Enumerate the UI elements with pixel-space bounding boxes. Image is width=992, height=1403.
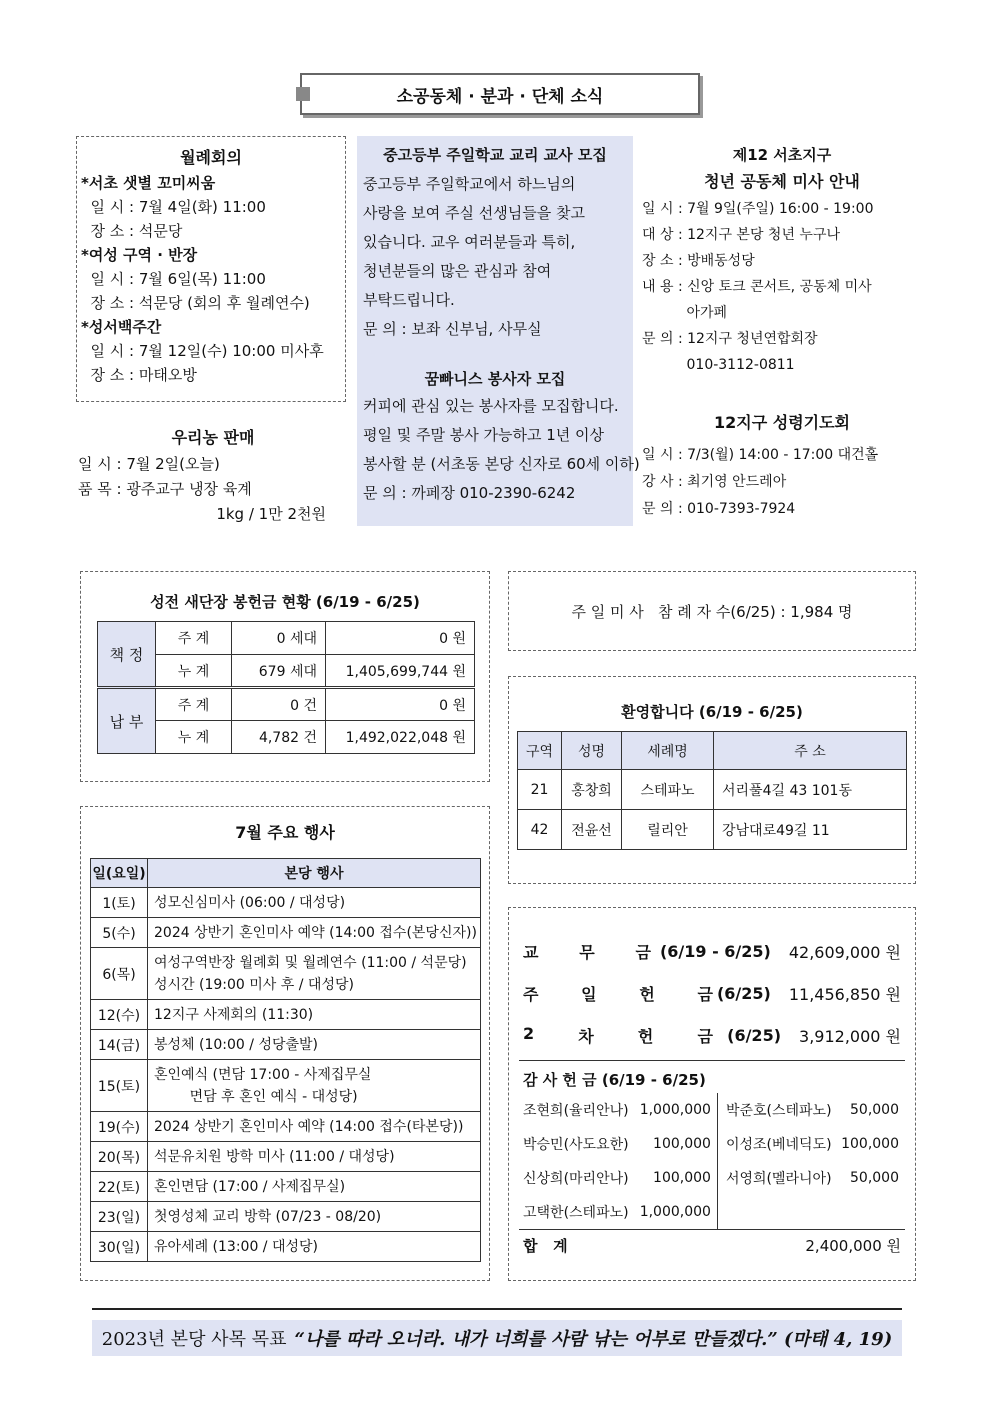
thanks-entry [519,1161,717,1195]
finance-label-char: 헌 [639,984,655,1004]
finance-box [508,907,916,1281]
thanks-amount: 100,000 [653,1170,711,1186]
thanks-entry [722,1127,905,1161]
finance-label [523,1024,713,1047]
attendance-label: 주 일 미 사 참 례 자 수(6/25) : 1,984 명 [571,602,853,621]
donation-amount: 0 원 [326,688,475,721]
volunteer-recruit-line: 봉사할 분 (서초동 본당 신자로 60세 이하) [363,455,640,473]
monthly-meeting-line: *서초 샛별 꼬미씨움 [81,174,216,192]
events-row [91,888,481,918]
finance-label [523,940,651,963]
thanks-name: 서영희(멜라니아) [725,1171,832,1187]
thanks-name: 박승민(사도요한) [523,1137,629,1153]
events-text: 혼인면담 (17:00 / 사제집무실) [148,1172,481,1202]
events-text: 봉성체 (10:00 / 성당출발) [148,1030,481,1060]
youth-mass-box [642,142,922,378]
donation-count: 0 건 [232,688,326,721]
monthly-meeting-lines [81,171,341,387]
youth-mass-line: 문 의 : 12지구 청년연합회장 [642,331,818,347]
welcome-title: 환영합니다 (6/19 - 6/25) [621,703,803,721]
welcome-row [518,810,907,850]
finance-label-char: 무 [579,942,595,962]
thanks-right-column [718,1093,905,1229]
welcome-header-cell: 세례명 [622,732,714,770]
events-day: 22(토) [91,1172,148,1202]
finance-label-char: 일 [581,984,597,1004]
finance-label-char: 헌 [637,1026,654,1046]
donation-table [97,621,475,754]
thanks-entry [722,1093,905,1127]
welcome-cell: 서리풀4길 43 101동 [714,770,907,810]
events-day: 14(금) [91,1030,148,1060]
finance-label [523,982,713,1005]
thanks-entry [519,1093,717,1127]
events-row [91,1030,481,1060]
thanks-total-label: 합 계 [523,1237,568,1255]
welcome-cell: 강남대로49길 11 [714,810,907,850]
events-row [91,1112,481,1142]
welcome-cell: 전윤선 [562,810,622,850]
monthly-meeting-line: 장 소 : 마태오방 [81,366,197,384]
youth-mass-title1: 제12 서초지구 [732,146,832,164]
thanks-amount: 1,000,000 [639,1204,711,1220]
finance-amount: 3,912,000 원 [799,1026,901,1046]
youth-mass-line: 010-3112-0811 [642,357,795,373]
donation-row [98,622,475,655]
teacher-recruit-line: 있습니다. 교우 여러분들과 특히, [363,233,576,251]
thanks-title: 감 사 헌 금 (6/19 - 6/25) [523,1071,706,1089]
donation-row-label: 누 계 [156,655,232,688]
events-text: 첫영성체 교리 방학 (07/23 - 08/20) [148,1202,481,1232]
donation-amount: 1,492,022,048 원 [326,721,475,754]
events-text: 12지구 사제회의 (11:30) [148,1000,481,1030]
volunteer-recruit-lines [363,392,640,508]
youth-mass-title2: 청년 공동체 미사 안내 [704,172,860,191]
farm-sale-box [78,424,348,527]
thanks-amount: 1,000,000 [639,1102,711,1118]
events-text: 성모신심미사 (06:00 / 대성당) [148,888,481,918]
teacher-recruit-title: 중고등부 주일학교 교리 교사 모집 [383,146,607,164]
thanks-name: 신상희(마리안나) [523,1171,629,1187]
finance-label-char: 금 [635,942,651,962]
youth-mass-line: 내 용 : 신앙 토크 콘서트, 공동체 미사 [642,279,872,295]
thanks-section [519,1060,905,1262]
donation-group-label: 책 정 [98,622,156,688]
finance-label-char: 교 [523,942,539,962]
events-day: 6(목) [91,948,148,1000]
farm-sale-title: 우리농 판매 [171,428,255,447]
teacher-recruit-line: 문 의 : 보좌 신부님, 사무실 [363,320,542,338]
donation-count: 4,782 건 [232,721,326,754]
welcome-cell: 홍창희 [562,770,622,810]
welcome-cell: 42 [518,810,562,850]
finance-row [519,972,905,1014]
finance-summary [519,930,905,1056]
donation-count: 679 세대 [232,655,326,688]
recruit-panel [357,136,640,526]
youth-mass-line: 대 상 : 12지구 본당 청년 누구나 [642,227,840,243]
thanks-left-column [519,1093,718,1229]
prayer-meeting-lines [642,442,922,523]
finance-label-char: 금 [697,984,713,1004]
monthly-meeting-line: 장 소 : 석문당 (회의 후 월례연수) [81,294,310,312]
finance-amount: 42,609,000 원 [788,942,901,962]
donation-title: 성전 새단장 봉헌금 현황 (6/19 - 6/25) [150,593,420,611]
events-row [91,1172,481,1202]
finance-period: (6/25) [727,1025,782,1045]
july-events-box [80,806,490,1281]
donation-row-label: 누 계 [156,721,232,754]
prayer-meeting-line: 강 사 : 최기영 안드레아 [642,474,787,490]
finance-amount: 11,456,850 원 [788,984,901,1004]
events-day: 30(일) [91,1232,148,1262]
events-day: 23(일) [91,1202,148,1232]
thanks-entry [519,1195,717,1229]
youth-mass-lines [642,196,922,378]
prayer-meeting-line: 문 의 : 010-7393-7924 [642,501,796,517]
july-events-table [90,858,481,1262]
teacher-recruit-lines [363,170,627,344]
teacher-recruit-line: 사랑을 보여 주실 선생님들을 찾고 [363,204,585,222]
events-text: 석문유치원 방학 미사 (11:00 / 대성당) [148,1142,481,1172]
thanks-name: 고택한(스테파노) [523,1205,629,1221]
events-day: 5(수) [91,918,148,948]
donation-amount: 0 원 [326,622,475,655]
events-day: 12(수) [91,1000,148,1030]
events-header-cell: 일(요일) [91,859,148,888]
events-row [91,1060,481,1112]
thanks-grid [519,1093,905,1229]
thanks-amount: 100,000 [841,1136,899,1152]
thanks-amount: 100,000 [653,1136,711,1152]
volunteer-recruit-line: 문 의 : 까페장 010-2390-6242 [363,484,576,502]
attendance-box [508,571,916,651]
donation-row-label: 주 계 [156,622,232,655]
youth-mass-line: 일 시 : 7월 9일(주일) 16:00 - 19:00 [642,201,874,217]
events-text: 2024 상반기 혼인미사 예약 (14:00 접수(본당신자)) [148,918,481,948]
monthly-meeting-line: 장 소 : 석문당 [81,222,183,240]
events-day: 1(토) [91,888,148,918]
finance-row [519,1014,905,1056]
monthly-meeting-line: *성서백주간 [81,318,162,336]
events-row [91,918,481,948]
farm-sale-line: 일 시 : 7월 2일(오늘) [78,455,220,473]
welcome-table [517,731,907,850]
finance-label-char: 주 [523,984,539,1004]
thanks-entry [519,1127,717,1161]
donation-group-label: 납 부 [98,688,156,754]
monthly-meeting-title: 월례회의 [180,148,242,167]
events-row [91,1142,481,1172]
events-day: 19(수) [91,1112,148,1142]
volunteer-recruit-line: 커피에 관심 있는 봉사자를 모집합니다. [363,397,619,415]
finance-label-char: 금 [697,1026,713,1046]
farm-sale-price: 1kg / 1만 2천원 [216,505,326,523]
thanks-amount: 50,000 [850,1102,899,1118]
thanks-total-amount: 2,400,000 원 [805,1237,901,1255]
footer-motto: “나를 따라 오너라. 내가 너희를 사람 낚는 어부로 만들겠다.” (마태 4, 19) [294,1329,893,1350]
welcome-cell: 스테파노 [622,770,714,810]
square-bullet-icon [296,87,310,101]
events-header-cell: 본당 행사 [148,859,481,888]
youth-mass-line: 아가페 [642,305,728,321]
section-title-box [300,73,700,115]
finance-period: (6/25) [716,983,771,1003]
footer-rule [92,1308,902,1310]
teacher-recruit-line: 부탁드립니다. [363,291,455,309]
youth-mass-line: 장 소 : 방배동성당 [642,253,755,269]
events-day: 20(목) [91,1142,148,1172]
welcome-cell: 21 [518,770,562,810]
events-text: 유아세례 (13:00 / 대성당) [148,1232,481,1262]
finance-label-char: 차 [578,1026,594,1046]
finance-period: (6/19 - 6/25) [659,941,771,961]
footer-motto-bar [92,1320,902,1356]
welcome-header-cell: 성명 [562,732,622,770]
thanks-entry [722,1161,905,1195]
prayer-meeting-title: 12지구 성령기도회 [713,413,851,432]
monthly-meeting-line: 일 시 : 7월 6일(목) 11:00 [81,270,266,288]
welcome-header-cell: 구역 [518,732,562,770]
monthly-meeting-line: 일 시 : 7월 4일(화) 11:00 [81,198,266,216]
volunteer-recruit-title: 꿈빠니스 봉사자 모집 [424,370,566,388]
thanks-name: 박준호(스테파노) [725,1103,832,1119]
teacher-recruit-line: 청년분들의 많은 관심과 참여 [363,262,552,280]
thanks-name: 조현희(율리안나) [523,1103,629,1119]
events-text: 2024 상반기 혼인미사 예약 (14:00 접수(타본당)) [148,1112,481,1142]
monthly-meeting-box [76,136,346,402]
thanks-total-row [519,1229,905,1262]
july-events-title: 7월 주요 행사 [235,823,335,842]
volunteer-recruit-line: 평일 및 주말 봉사 가능하고 1년 이상 [363,426,605,444]
events-text: 여성구역반장 월례회 및 월례연수 (11:00 / 석문당) 성시간 (19:00 미사 후 / 대성당) [148,948,481,1000]
finance-row [519,930,905,972]
welcome-cell: 릴리안 [622,810,714,850]
donation-row-label: 주 계 [156,688,232,721]
welcome-row [518,770,907,810]
events-row [91,948,481,1000]
events-row [91,1232,481,1262]
welcome-box [508,676,916,884]
donation-amount: 1,405,699,744 원 [326,655,475,688]
donation-count: 0 세대 [232,622,326,655]
thanks-name: 이성조(베네딕도) [725,1137,832,1153]
events-row [91,1202,481,1232]
welcome-header-cell: 주 소 [714,732,907,770]
footer-prefix: 2023년 본당 사목 목표 [101,1329,287,1350]
finance-label-char: 2 [523,1023,535,1043]
events-day: 15(토) [91,1060,148,1112]
monthly-meeting-line: 일 시 : 7월 12일(수) 10:00 미사후 [81,342,324,360]
donation-row [98,688,475,721]
events-text: 혼인예식 (면담 17:00 - 사제집무실 면담 후 혼인 예식 - 대성당) [148,1060,481,1112]
donation-box [80,571,490,782]
prayer-meeting-line: 일 시 : 7/3(월) 14:00 - 17:00 대건홀 [642,447,879,463]
events-row [91,1000,481,1030]
prayer-meeting-box [642,410,922,523]
thanks-amount: 50,000 [850,1170,899,1186]
teacher-recruit-line: 중고등부 주일학교에서 하느님의 [363,175,576,193]
farm-sale-line: 품 목 : 광주교구 냉장 육계 [78,480,252,498]
monthly-meeting-line: *여성 구역 · 반장 [81,246,198,264]
section-title: 소공동체 · 분과 · 단체 소식 [396,86,604,107]
